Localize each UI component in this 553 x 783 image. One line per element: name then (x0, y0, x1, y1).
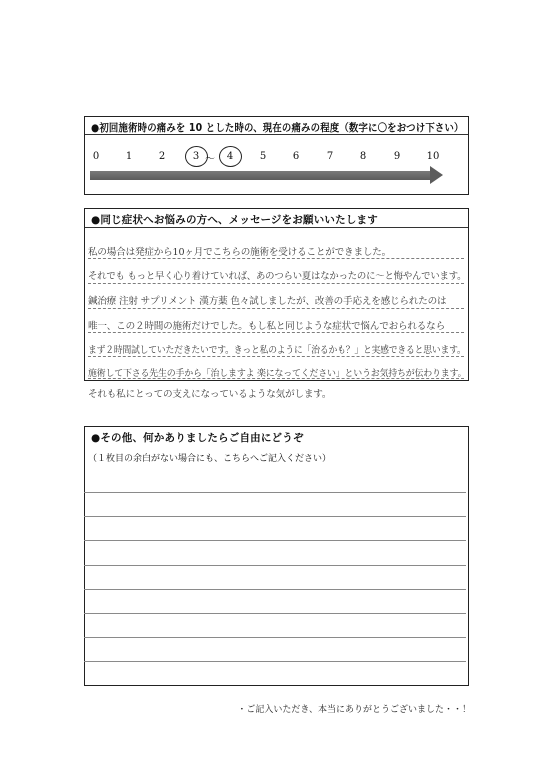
handwritten-line-6: 施術して下さる先生の手から「治しますよ 楽になってください」というお気持ちが伝わります。 (88, 368, 467, 379)
scale-value-10[interactable]: 10 (426, 151, 440, 162)
title-divider (85, 227, 468, 228)
scale-value-6[interactable]: 6 (292, 151, 300, 162)
handwritten-line-2: それでも もっと早く心り着けていれば、あのつらい夏はなかったのに～と悔やんでいます。 (88, 271, 467, 282)
ruled-line (88, 283, 464, 284)
scale-value-4[interactable]: 4 (226, 151, 234, 162)
writing-line[interactable] (84, 589, 466, 590)
handwritten-line-1: 私の場合は発症から10ヶ月でこちらの施術を受けることができました。 (88, 247, 392, 258)
free-comment-title: ●その他、何かありましたらご自由にどうぞ (91, 432, 304, 444)
scale-value-9[interactable]: 9 (393, 151, 401, 162)
scale-arrow-bar (90, 171, 430, 180)
writing-line[interactable] (84, 540, 466, 541)
range-tilde: ～ (205, 154, 215, 165)
pain-scale-title: ●初回施術時の痛みを 10 とした時の、現在の痛みの程度（数字に〇をおつけ下さい） (91, 122, 464, 134)
free-comment-section (84, 426, 469, 686)
writing-line[interactable] (84, 637, 466, 638)
ruled-line (88, 308, 464, 309)
scale-value-3[interactable]: 3 (192, 151, 200, 162)
free-comment-note: （１枚目の余白がない場合にも、こちらへご記入ください） (88, 454, 332, 464)
pain-scale-section (84, 116, 469, 195)
handwritten-line-5: まず２時間試していただきたいです。きっと私のように「治るかも？」と実感できると思います。 (88, 345, 466, 356)
ruled-line (88, 356, 464, 357)
writing-line[interactable] (84, 661, 466, 662)
ruled-line (88, 332, 464, 333)
writing-line[interactable] (84, 516, 466, 517)
writing-line[interactable] (84, 565, 466, 566)
message-title: ●同じ症状へお悩みの方へ、メッセージをお願いいたします (91, 214, 378, 226)
handwritten-line-3: 鍼治療 注射 サプリメント 漢方薬 色々試しましたが、改善の手応えを感じられたのは (88, 296, 447, 307)
scale-value-5[interactable]: 5 (259, 151, 267, 162)
writing-line[interactable] (84, 492, 466, 493)
scale-value-2[interactable]: 2 (158, 151, 166, 162)
title-divider (85, 134, 468, 135)
handwritten-line-7: それも私にとっての支えになっているような気がします。 (88, 389, 332, 400)
scale-value-8[interactable]: 8 (359, 151, 367, 162)
writing-line[interactable] (84, 613, 466, 614)
scale-value-1[interactable]: 1 (125, 151, 133, 162)
thank-you-footer: ・ご記入いただき、本当にありがとうございました・・！ (237, 705, 471, 715)
scale-value-7[interactable]: 7 (326, 151, 334, 162)
handwritten-line-4: 唯一、この２時間の施術だけでした。もし私と同じような症状で悩んでおられるなら (88, 321, 445, 332)
circle-mark-4 (219, 146, 242, 167)
scale-arrow-head-icon (430, 166, 443, 184)
scale-value-0[interactable]: 0 (92, 151, 100, 162)
ruled-line (88, 258, 464, 259)
